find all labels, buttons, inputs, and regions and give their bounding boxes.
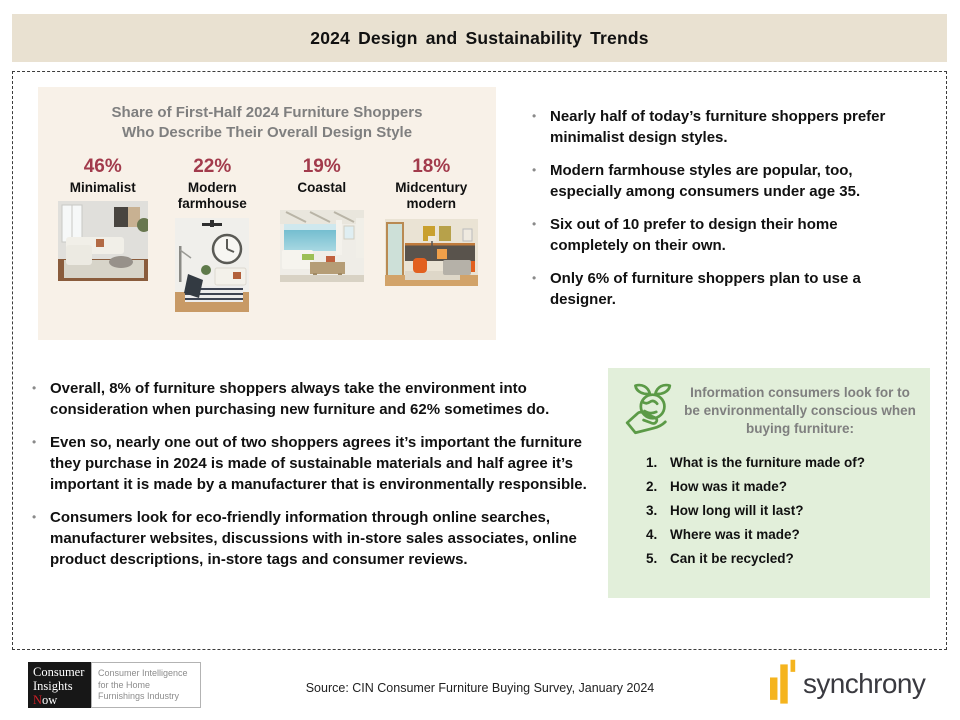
style-percent: 46% — [83, 155, 122, 177]
eco-box-heading: Information consumers look for to be environmentally conscious when buying furniture: — [684, 385, 916, 437]
list-item: • Only 6% of furniture shoppers plan to use a designer. — [532, 270, 861, 308]
style-label: Coastal — [297, 179, 347, 195]
numbered-item: 1. What is the furniture made of? — [646, 455, 866, 470]
bullet-icon: • — [532, 163, 537, 177]
bullet-icon: • — [32, 381, 37, 395]
style-percent: 19% — [302, 155, 341, 177]
bullet-icon: • — [532, 109, 537, 123]
sustainability-findings-list — [32, 378, 610, 582]
eco-question-list — [608, 455, 930, 566]
bullet-icon: • — [32, 435, 37, 449]
bullet-icon: • — [532, 271, 537, 285]
style-percent: 22% — [193, 155, 232, 177]
style-label: Midcentury modern — [395, 179, 468, 212]
list-item: • Overall, 8% of furniture shoppers always take the environment into consideration when purchasing new furniture and 62% sometimes do. — [32, 380, 550, 418]
list-item: • Modern farmhouse styles are popular, too, especially among consumers under age 35. — [532, 162, 861, 200]
bullet-icon: • — [32, 510, 37, 524]
numbered-item: 3. How long will it last? — [646, 503, 804, 518]
source-note: Source: CIN Consumer Furniture Buying Survey, January 2024 — [305, 681, 655, 695]
coastal-room-photo — [280, 210, 364, 282]
style-item-coastal — [267, 156, 377, 312]
list-item: • Consumers look for eco-friendly information through online searches, manufacturer websites, discussions with in-store sales associates, online product descriptions, in-store tags and consumer reviews. — [32, 509, 577, 568]
synchrony-logo — [770, 659, 925, 709]
minimalist-room-photo — [58, 201, 148, 281]
eco-box-header — [608, 368, 930, 440]
eco-info-box — [608, 368, 930, 598]
synchrony-wordmark: synchrony — [803, 668, 926, 699]
numbered-item: 2. How was it made? — [646, 479, 788, 494]
style-percent: 18% — [412, 155, 451, 177]
style-columns — [38, 156, 496, 312]
chart-title — [38, 103, 496, 143]
style-label: Minimalist — [69, 179, 136, 195]
design-findings-list — [532, 106, 912, 322]
hand-holding-earth-icon — [620, 382, 678, 440]
page-title: 2024 Design and Sustainability Trends — [310, 27, 649, 48]
synchrony-bars-icon — [770, 659, 798, 709]
cin-logo-mark: Consumer Insights Now — [28, 662, 91, 708]
chart-title-line1: Share of First-Half 2024 Furniture Shoppers — [111, 104, 423, 121]
list-item: • Even so, nearly one out of two shoppers agrees it’s important the furniture they purchase in 2024 is made of sustainable materials and half agree it’s important it is made by a manufacturer that is environmentally responsible. — [32, 434, 587, 493]
list-item: • Nearly half of today’s furniture shoppers prefer minimalist design styles. — [532, 108, 886, 146]
bullet-icon: • — [532, 217, 537, 231]
style-item-minimalist — [48, 156, 158, 312]
style-label: Modern farmhouse — [177, 179, 247, 212]
style-item-midcentury-modern — [377, 156, 487, 312]
chart-title-line2: Who Describe Their Overall Design Style — [121, 123, 413, 141]
modern-farmhouse-room-photo — [175, 218, 249, 312]
list-item: • Six out of 10 prefer to design their home completely on their own. — [532, 216, 838, 254]
midcentury-modern-room-photo — [385, 219, 478, 286]
style-item-modern-farmhouse — [158, 156, 268, 312]
numbered-item: 4. Where was it made? — [646, 527, 800, 542]
design-style-share-box — [38, 87, 496, 340]
page-title-banner — [12, 14, 947, 62]
numbered-item: 5. Can it be recycled? — [646, 551, 794, 566]
cin-logo-tagline: Consumer Intelligence for the Home Furnishings Industry — [91, 662, 201, 708]
